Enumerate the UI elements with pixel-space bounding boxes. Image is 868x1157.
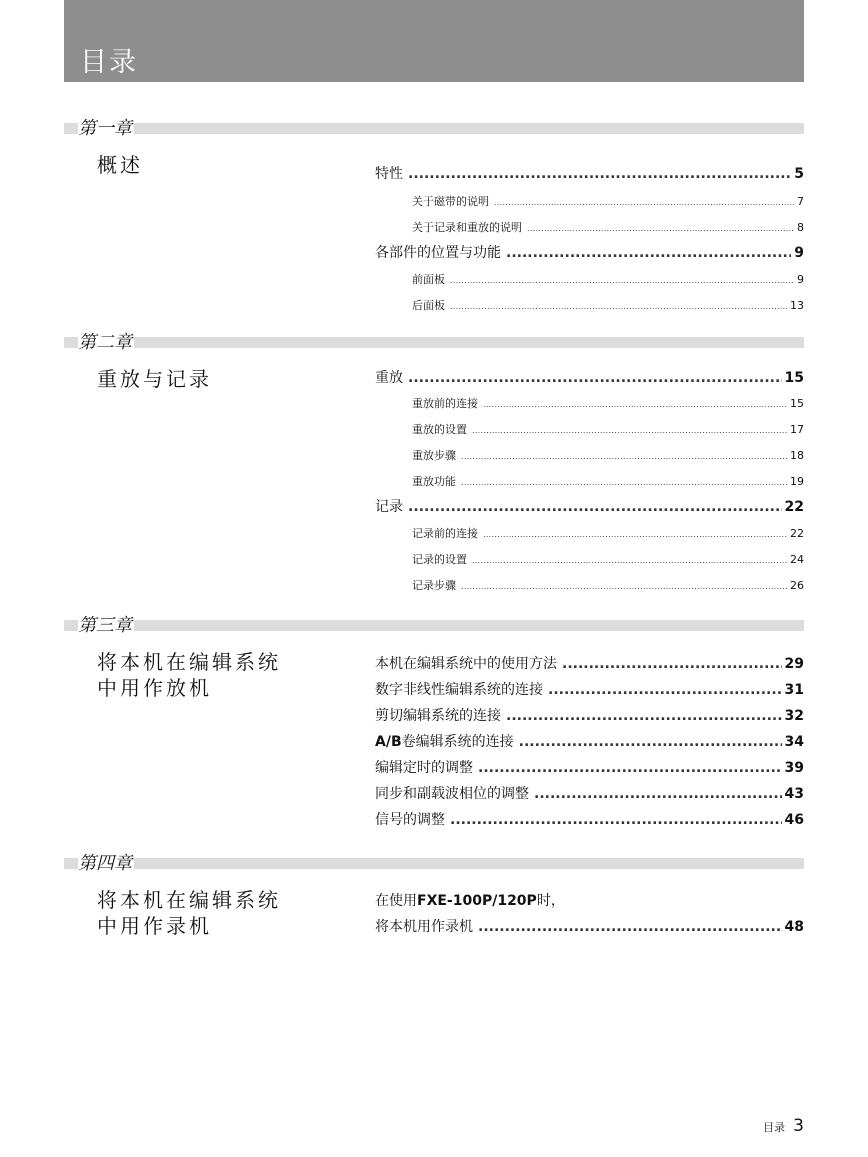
- chapter-title-line1: 将本机在编辑系统: [97, 650, 281, 674]
- toc-subentry[interactable]: 重放功能 ..... 19: [412, 473, 804, 489]
- page-number: 3: [793, 1116, 804, 1136]
- toc-subentry[interactable]: 记录步骤 ..... 26: [412, 577, 804, 593]
- toc-entry[interactable]: A/B卷编辑系统的连接 ..... 34: [375, 731, 804, 751]
- chapter-bar: [64, 858, 804, 869]
- toc-entry[interactable]: 重放 ..... 15: [375, 367, 804, 387]
- chapter-title: 重放与记录: [97, 367, 212, 391]
- chapter-bar: [64, 620, 804, 631]
- chapter-label: 第一章: [78, 118, 132, 139]
- toc-entry[interactable]: 特性 ..... 5: [375, 163, 804, 183]
- toc-entry[interactable]: 将本机用作录机 ..... 48: [375, 916, 804, 936]
- chapter-label: 第三章: [78, 615, 132, 636]
- toc-subentry[interactable]: 关于磁带的说明 ..... 7: [412, 193, 804, 209]
- toc-entry[interactable]: 编辑定时的调整 ..... 39: [375, 757, 804, 777]
- toc-subentry[interactable]: 关于记录和重放的说明 ..... 8: [412, 219, 804, 235]
- toc-subentry[interactable]: 重放前的连接 ..... 15: [412, 395, 804, 411]
- footer-label: 目录: [763, 1121, 786, 1134]
- chapter-title-line1: 将本机在编辑系统: [97, 888, 281, 912]
- page-title: 目录: [80, 47, 138, 78]
- chapter-bar: [64, 337, 804, 348]
- chapter-title: 概述: [97, 153, 143, 177]
- chapter-label: 第二章: [78, 332, 132, 353]
- toc-entry[interactable]: 剪切编辑系统的连接 ..... 32: [375, 705, 804, 725]
- toc-subentry[interactable]: 重放步骤 ..... 18: [412, 447, 804, 463]
- chapter-title-line2: 中用作录机: [97, 914, 212, 938]
- toc-entry[interactable]: 各部件的位置与功能 ..... 9: [375, 242, 804, 262]
- toc-subentry[interactable]: 记录前的连接 ..... 22: [412, 525, 804, 541]
- toc-subentry[interactable]: 记录的设置 ..... 24: [412, 551, 804, 567]
- toc-entry[interactable]: 记录 ..... 22: [375, 496, 804, 516]
- header-bar: [64, 0, 804, 82]
- toc-subentry[interactable]: 重放的设置 ..... 17: [412, 421, 804, 437]
- chapter-label: 第四章: [78, 853, 132, 874]
- chapter-title-line2: 中用作放机: [97, 676, 212, 700]
- toc-entry[interactable]: 信号的调整 ..... 46: [375, 809, 804, 829]
- toc-entry[interactable]: 同步和副载波相位的调整 ..... 43: [375, 783, 804, 803]
- toc-entry-line1[interactable]: 在使用FXE-100P/120P时，: [375, 893, 565, 909]
- toc-subentry[interactable]: 后面板 ..... 13: [412, 297, 804, 313]
- chapter-bar: [64, 123, 804, 134]
- toc-entry[interactable]: 数字非线性编辑系统的连接 ..... 31: [375, 679, 804, 699]
- toc-entry[interactable]: 本机在编辑系统中的使用方法 ..... 29: [375, 653, 804, 673]
- toc-subentry[interactable]: 前面板 ..... 9: [412, 271, 804, 287]
- page-footer: [763, 1116, 804, 1136]
